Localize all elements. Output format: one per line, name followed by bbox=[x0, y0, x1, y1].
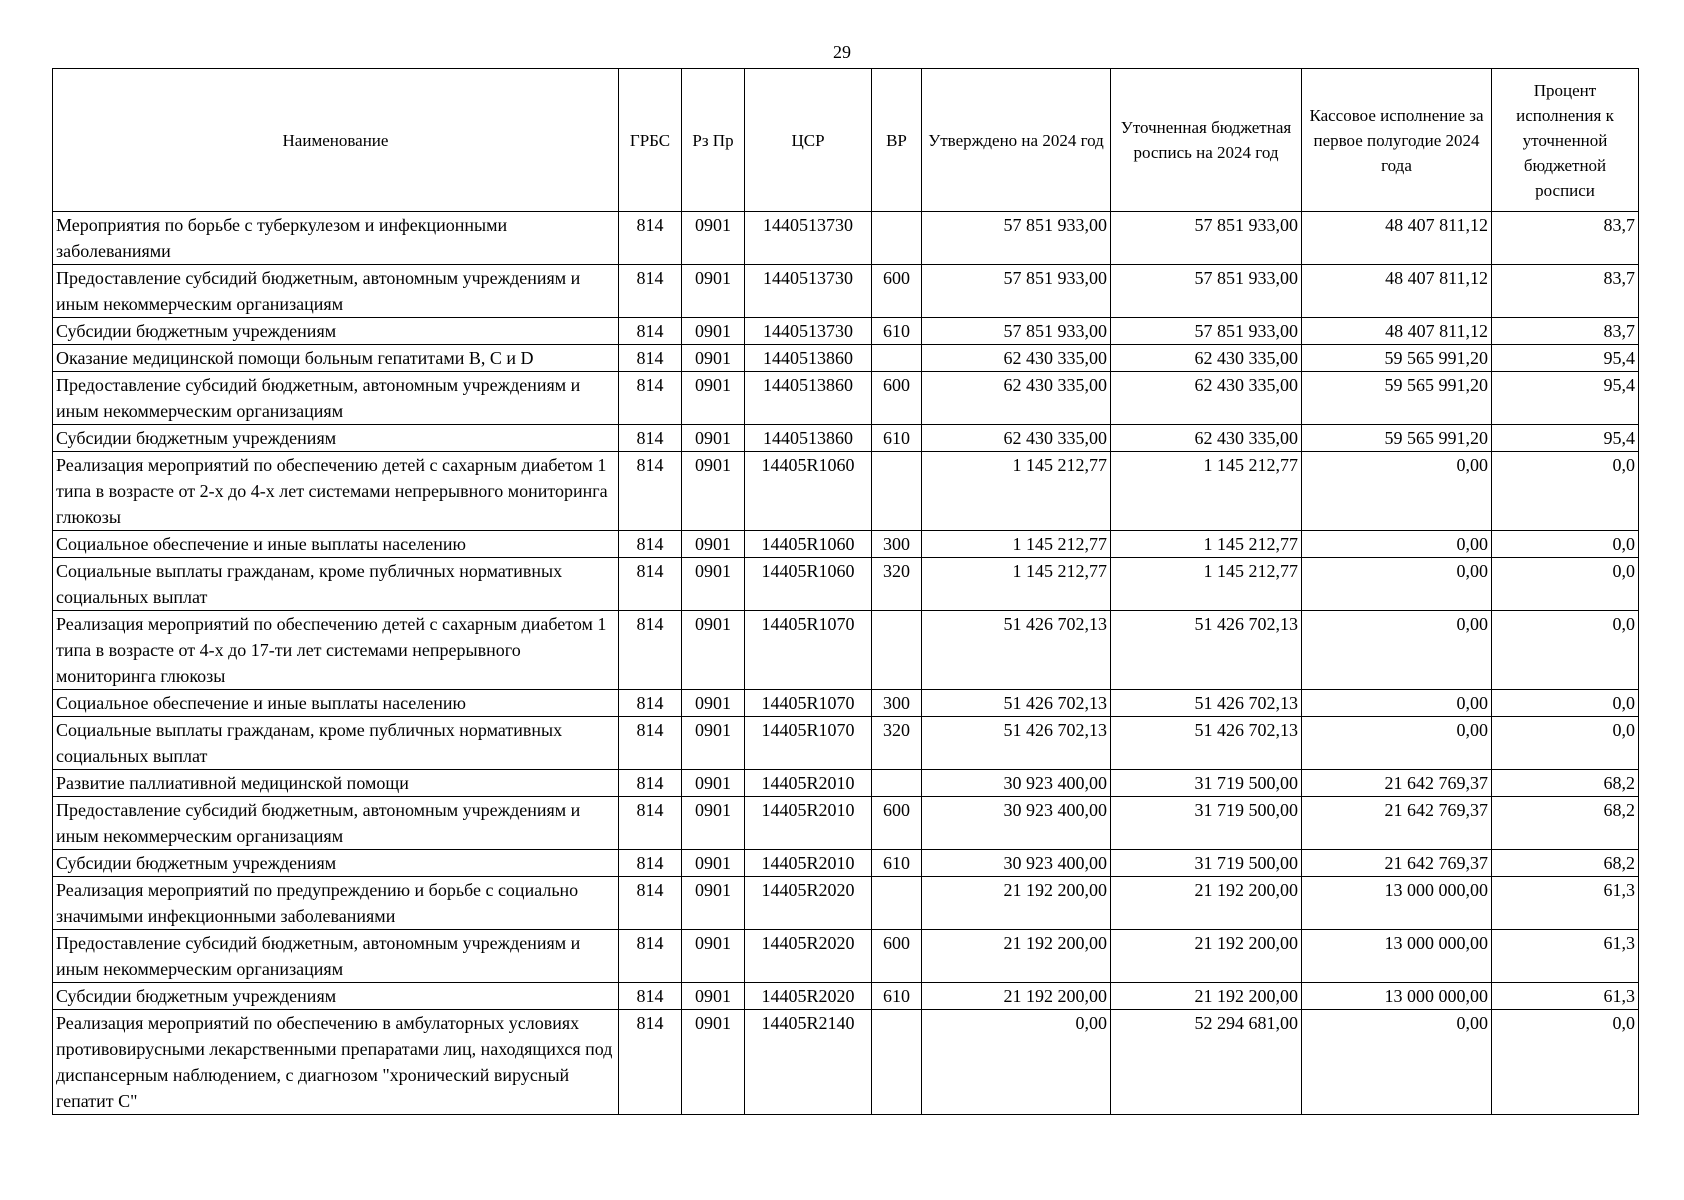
cell-cash: 13 000 000,00 bbox=[1302, 930, 1492, 983]
cell-rzpr: 0901 bbox=[682, 265, 745, 318]
table-row bbox=[53, 930, 1639, 983]
cell-vr: 610 bbox=[872, 318, 922, 345]
cell-name: Реализация мероприятий по обеспечению детей с сахарным диабетом 1 типа в возрасте от 4-х до 17-ти лет системами непрерывного мониторинга глюкозы bbox=[53, 611, 619, 690]
cell-refined: 51 426 702,13 bbox=[1111, 690, 1302, 717]
cell-refined: 62 430 335,00 bbox=[1111, 345, 1302, 372]
cell-percent: 0,0 bbox=[1492, 717, 1639, 770]
cell-grbs: 814 bbox=[619, 558, 682, 611]
cell-refined: 31 719 500,00 bbox=[1111, 797, 1302, 850]
cell-rzpr: 0901 bbox=[682, 690, 745, 717]
cell-vr bbox=[872, 452, 922, 531]
cell-rzpr: 0901 bbox=[682, 345, 745, 372]
cell-vr bbox=[872, 611, 922, 690]
cell-grbs: 814 bbox=[619, 452, 682, 531]
cell-percent: 95,4 bbox=[1492, 425, 1639, 452]
cell-vr: 300 bbox=[872, 690, 922, 717]
cell-rzpr: 0901 bbox=[682, 425, 745, 452]
cell-approved: 30 923 400,00 bbox=[922, 770, 1111, 797]
cell-csr: 1440513730 bbox=[745, 212, 872, 265]
cell-csr: 14405R1070 bbox=[745, 611, 872, 690]
cell-rzpr: 0901 bbox=[682, 452, 745, 531]
cell-cash: 48 407 811,12 bbox=[1302, 212, 1492, 265]
table-row bbox=[53, 372, 1639, 425]
cell-cash: 0,00 bbox=[1302, 611, 1492, 690]
table-row bbox=[53, 850, 1639, 877]
cell-csr: 14405R2140 bbox=[745, 1010, 872, 1115]
cell-cash: 59 565 991,20 bbox=[1302, 372, 1492, 425]
cell-vr: 610 bbox=[872, 850, 922, 877]
cell-vr bbox=[872, 770, 922, 797]
table-row bbox=[53, 877, 1639, 930]
cell-grbs: 814 bbox=[619, 930, 682, 983]
cell-csr: 1440513860 bbox=[745, 345, 872, 372]
cell-grbs: 814 bbox=[619, 345, 682, 372]
cell-refined: 1 145 212,77 bbox=[1111, 452, 1302, 531]
cell-approved: 57 851 933,00 bbox=[922, 265, 1111, 318]
cell-percent: 61,3 bbox=[1492, 983, 1639, 1010]
cell-cash: 0,00 bbox=[1302, 1010, 1492, 1115]
cell-approved: 51 426 702,13 bbox=[922, 611, 1111, 690]
cell-csr: 14405R2020 bbox=[745, 983, 872, 1010]
cell-vr bbox=[872, 877, 922, 930]
cell-name: Социальное обеспечение и иные выплаты населению bbox=[53, 531, 619, 558]
cell-cash: 48 407 811,12 bbox=[1302, 265, 1492, 318]
cell-name: Реализация мероприятий по предупреждению и борьбе с социально значимыми инфекционными заболеваниями bbox=[53, 877, 619, 930]
cell-refined: 62 430 335,00 bbox=[1111, 372, 1302, 425]
table-row bbox=[53, 558, 1639, 611]
cell-cash: 0,00 bbox=[1302, 531, 1492, 558]
cell-csr: 14405R1060 bbox=[745, 558, 872, 611]
header-vr: ВР bbox=[872, 69, 922, 212]
cell-rzpr: 0901 bbox=[682, 372, 745, 425]
cell-approved: 51 426 702,13 bbox=[922, 690, 1111, 717]
table-header-row bbox=[53, 69, 1639, 212]
cell-percent: 0,0 bbox=[1492, 611, 1639, 690]
cell-name: Предоставление субсидий бюджетным, автономным учреждениям и иным некоммерческим организациям bbox=[53, 372, 619, 425]
cell-name: Предоставление субсидий бюджетным, автономным учреждениям и иным некоммерческим организациям bbox=[53, 797, 619, 850]
cell-percent: 61,3 bbox=[1492, 930, 1639, 983]
cell-rzpr: 0901 bbox=[682, 531, 745, 558]
cell-name: Предоставление субсидий бюджетным, автономным учреждениям и иным некоммерческим организациям bbox=[53, 265, 619, 318]
cell-percent: 61,3 bbox=[1492, 877, 1639, 930]
cell-refined: 51 426 702,13 bbox=[1111, 611, 1302, 690]
cell-percent: 0,0 bbox=[1492, 690, 1639, 717]
cell-csr: 1440513860 bbox=[745, 372, 872, 425]
cell-rzpr: 0901 bbox=[682, 930, 745, 983]
table-row bbox=[53, 611, 1639, 690]
cell-grbs: 814 bbox=[619, 877, 682, 930]
table-row bbox=[53, 531, 1639, 558]
cell-csr: 14405R2010 bbox=[745, 797, 872, 850]
cell-percent: 0,0 bbox=[1492, 558, 1639, 611]
cell-percent: 68,2 bbox=[1492, 770, 1639, 797]
cell-cash: 13 000 000,00 bbox=[1302, 877, 1492, 930]
cell-grbs: 814 bbox=[619, 318, 682, 345]
cell-approved: 57 851 933,00 bbox=[922, 318, 1111, 345]
cell-grbs: 814 bbox=[619, 1010, 682, 1115]
cell-csr: 14405R1060 bbox=[745, 531, 872, 558]
cell-csr: 14405R2010 bbox=[745, 770, 872, 797]
cell-refined: 52 294 681,00 bbox=[1111, 1010, 1302, 1115]
header-name: Наименование bbox=[53, 69, 619, 212]
cell-refined: 21 192 200,00 bbox=[1111, 877, 1302, 930]
cell-grbs: 814 bbox=[619, 425, 682, 452]
cell-csr: 1440513730 bbox=[745, 265, 872, 318]
cell-grbs: 814 bbox=[619, 770, 682, 797]
budget-table bbox=[52, 68, 1639, 1115]
cell-vr: 300 bbox=[872, 531, 922, 558]
cell-name: Реализация мероприятий по обеспечению детей с сахарным диабетом 1 типа в возрасте от 2-х до 4-х лет системами непрерывного мониторинга глюкозы bbox=[53, 452, 619, 531]
cell-approved: 1 145 212,77 bbox=[922, 452, 1111, 531]
cell-approved: 1 145 212,77 bbox=[922, 531, 1111, 558]
cell-grbs: 814 bbox=[619, 850, 682, 877]
cell-approved: 21 192 200,00 bbox=[922, 983, 1111, 1010]
cell-cash: 0,00 bbox=[1302, 690, 1492, 717]
cell-refined: 57 851 933,00 bbox=[1111, 265, 1302, 318]
table-row bbox=[53, 1010, 1639, 1115]
cell-csr: 14405R1070 bbox=[745, 717, 872, 770]
cell-refined: 57 851 933,00 bbox=[1111, 318, 1302, 345]
cell-vr bbox=[872, 345, 922, 372]
table-body bbox=[53, 212, 1639, 1115]
cell-grbs: 814 bbox=[619, 372, 682, 425]
cell-vr bbox=[872, 1010, 922, 1115]
cell-cash: 0,00 bbox=[1302, 452, 1492, 531]
table-row bbox=[53, 318, 1639, 345]
cell-cash: 0,00 bbox=[1302, 558, 1492, 611]
cell-percent: 0,0 bbox=[1492, 1010, 1639, 1115]
cell-approved: 62 430 335,00 bbox=[922, 425, 1111, 452]
cell-csr: 1440513730 bbox=[745, 318, 872, 345]
cell-vr bbox=[872, 212, 922, 265]
cell-percent: 95,4 bbox=[1492, 345, 1639, 372]
cell-rzpr: 0901 bbox=[682, 558, 745, 611]
cell-grbs: 814 bbox=[619, 690, 682, 717]
cell-approved: 1 145 212,77 bbox=[922, 558, 1111, 611]
cell-csr: 14405R2020 bbox=[745, 930, 872, 983]
cell-approved: 62 430 335,00 bbox=[922, 345, 1111, 372]
cell-vr: 600 bbox=[872, 797, 922, 850]
cell-rzpr: 0901 bbox=[682, 611, 745, 690]
cell-cash: 0,00 bbox=[1302, 717, 1492, 770]
cell-name: Предоставление субсидий бюджетным, автономным учреждениям и иным некоммерческим организациям bbox=[53, 930, 619, 983]
table-row bbox=[53, 345, 1639, 372]
table-row bbox=[53, 212, 1639, 265]
header-refined: Уточненная бюджетная роспись на 2024 год bbox=[1111, 69, 1302, 212]
cell-cash: 21 642 769,37 bbox=[1302, 770, 1492, 797]
cell-percent: 0,0 bbox=[1492, 452, 1639, 531]
header-approved: Утверждено на 2024 год bbox=[922, 69, 1111, 212]
cell-name: Социальные выплаты гражданам, кроме публичных нормативных социальных выплат bbox=[53, 558, 619, 611]
cell-csr: 14405R2020 bbox=[745, 877, 872, 930]
table-row bbox=[53, 690, 1639, 717]
cell-refined: 62 430 335,00 bbox=[1111, 425, 1302, 452]
cell-name: Социальные выплаты гражданам, кроме публичных нормативных социальных выплат bbox=[53, 717, 619, 770]
cell-approved: 62 430 335,00 bbox=[922, 372, 1111, 425]
cell-cash: 59 565 991,20 bbox=[1302, 425, 1492, 452]
cell-percent: 95,4 bbox=[1492, 372, 1639, 425]
cell-name: Мероприятия по борьбе с туберкулезом и инфекционными заболеваниями bbox=[53, 212, 619, 265]
cell-csr: 14405R2010 bbox=[745, 850, 872, 877]
cell-rzpr: 0901 bbox=[682, 212, 745, 265]
cell-name: Субсидии бюджетным учреждениям bbox=[53, 850, 619, 877]
header-cash: Кассовое исполнение за первое полугодие 2024 года bbox=[1302, 69, 1492, 212]
cell-rzpr: 0901 bbox=[682, 850, 745, 877]
cell-csr: 14405R1070 bbox=[745, 690, 872, 717]
table-row bbox=[53, 452, 1639, 531]
cell-grbs: 814 bbox=[619, 212, 682, 265]
cell-approved: 0,00 bbox=[922, 1010, 1111, 1115]
cell-percent: 83,7 bbox=[1492, 318, 1639, 345]
cell-vr: 600 bbox=[872, 930, 922, 983]
table-row bbox=[53, 265, 1639, 318]
header-percent: Процент исполнения к уточненной бюджетной росписи bbox=[1492, 69, 1639, 212]
cell-approved: 57 851 933,00 bbox=[922, 212, 1111, 265]
table-row bbox=[53, 717, 1639, 770]
cell-rzpr: 0901 bbox=[682, 877, 745, 930]
cell-rzpr: 0901 bbox=[682, 983, 745, 1010]
cell-name: Оказание медицинской помощи больным гепатитами B, C и D bbox=[53, 345, 619, 372]
cell-approved: 30 923 400,00 bbox=[922, 797, 1111, 850]
cell-refined: 1 145 212,77 bbox=[1111, 558, 1302, 611]
header-csr: ЦСР bbox=[745, 69, 872, 212]
cell-vr: 610 bbox=[872, 425, 922, 452]
table-row bbox=[53, 425, 1639, 452]
cell-name: Социальное обеспечение и иные выплаты населению bbox=[53, 690, 619, 717]
cell-name: Реализация мероприятий по обеспечению в амбулаторных условиях противовирусными лекарственными препаратами лиц, находящихся под диспансерным наблюдением, с диагнозом "хронический вирусный гепатит С" bbox=[53, 1010, 619, 1115]
table-row bbox=[53, 983, 1639, 1010]
cell-grbs: 814 bbox=[619, 611, 682, 690]
cell-rzpr: 0901 bbox=[682, 797, 745, 850]
cell-refined: 31 719 500,00 bbox=[1111, 850, 1302, 877]
cell-refined: 21 192 200,00 bbox=[1111, 930, 1302, 983]
cell-csr: 14405R1060 bbox=[745, 452, 872, 531]
table-row bbox=[53, 797, 1639, 850]
page-number: 29 bbox=[833, 42, 851, 62]
cell-vr: 320 bbox=[872, 558, 922, 611]
cell-csr: 1440513860 bbox=[745, 425, 872, 452]
cell-approved: 21 192 200,00 bbox=[922, 877, 1111, 930]
cell-name: Субсидии бюджетным учреждениям bbox=[53, 983, 619, 1010]
cell-cash: 13 000 000,00 bbox=[1302, 983, 1492, 1010]
cell-name: Субсидии бюджетным учреждениям bbox=[53, 318, 619, 345]
cell-grbs: 814 bbox=[619, 531, 682, 558]
cell-vr: 600 bbox=[872, 265, 922, 318]
cell-refined: 51 426 702,13 bbox=[1111, 717, 1302, 770]
cell-cash: 48 407 811,12 bbox=[1302, 318, 1492, 345]
cell-rzpr: 0901 bbox=[682, 717, 745, 770]
cell-percent: 68,2 bbox=[1492, 850, 1639, 877]
cell-name: Развитие паллиативной медицинской помощи bbox=[53, 770, 619, 797]
cell-name: Субсидии бюджетным учреждениям bbox=[53, 425, 619, 452]
header-grbs: ГРБС bbox=[619, 69, 682, 212]
cell-approved: 21 192 200,00 bbox=[922, 930, 1111, 983]
cell-refined: 1 145 212,77 bbox=[1111, 531, 1302, 558]
cell-grbs: 814 bbox=[619, 265, 682, 318]
cell-percent: 83,7 bbox=[1492, 212, 1639, 265]
cell-vr: 320 bbox=[872, 717, 922, 770]
cell-grbs: 814 bbox=[619, 983, 682, 1010]
cell-percent: 0,0 bbox=[1492, 531, 1639, 558]
table-row bbox=[53, 770, 1639, 797]
cell-cash: 21 642 769,37 bbox=[1302, 797, 1492, 850]
cell-cash: 59 565 991,20 bbox=[1302, 345, 1492, 372]
cell-percent: 68,2 bbox=[1492, 797, 1639, 850]
cell-percent: 83,7 bbox=[1492, 265, 1639, 318]
cell-vr: 600 bbox=[872, 372, 922, 425]
cell-rzpr: 0901 bbox=[682, 318, 745, 345]
cell-approved: 30 923 400,00 bbox=[922, 850, 1111, 877]
header-rzpr: Рз Пр bbox=[682, 69, 745, 212]
cell-grbs: 814 bbox=[619, 717, 682, 770]
cell-refined: 21 192 200,00 bbox=[1111, 983, 1302, 1010]
cell-approved: 51 426 702,13 bbox=[922, 717, 1111, 770]
cell-vr: 610 bbox=[872, 983, 922, 1010]
cell-refined: 57 851 933,00 bbox=[1111, 212, 1302, 265]
cell-refined: 31 719 500,00 bbox=[1111, 770, 1302, 797]
cell-cash: 21 642 769,37 bbox=[1302, 850, 1492, 877]
cell-grbs: 814 bbox=[619, 797, 682, 850]
cell-rzpr: 0901 bbox=[682, 1010, 745, 1115]
cell-rzpr: 0901 bbox=[682, 770, 745, 797]
